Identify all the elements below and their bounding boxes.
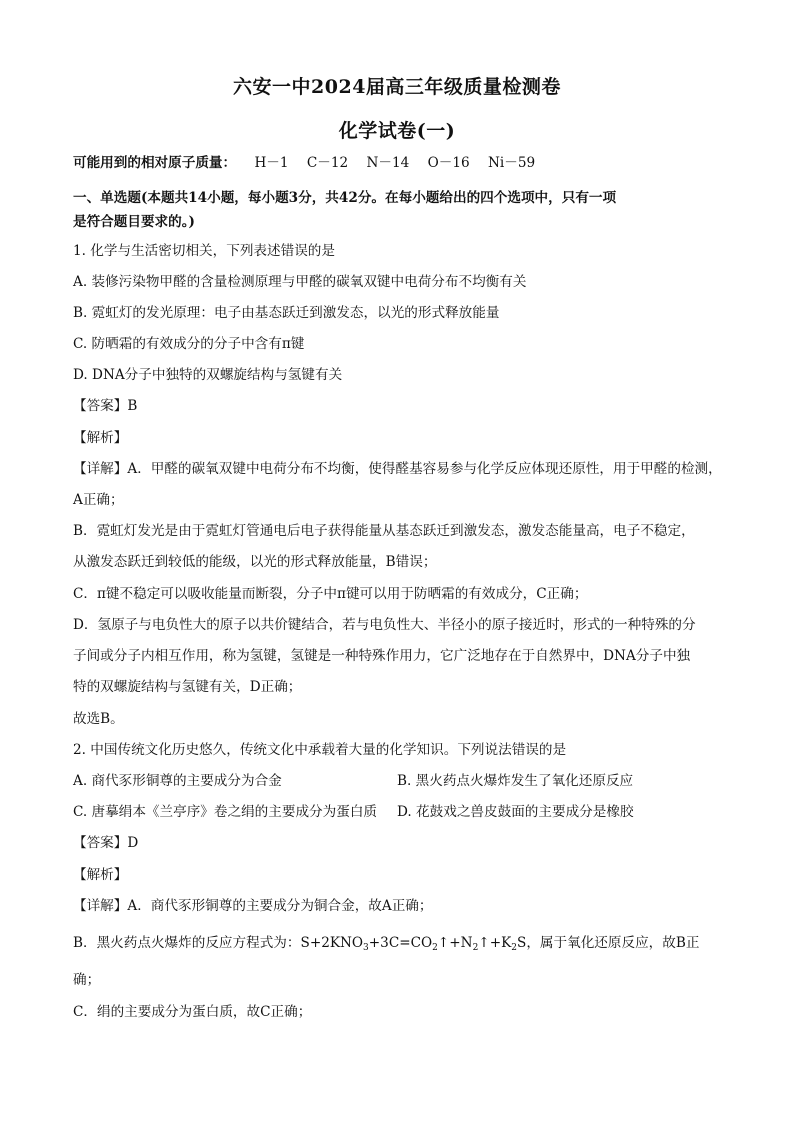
atomic-mass-o: O－16 (427, 155, 470, 171)
eq-subscript: 2 (511, 943, 517, 953)
eq-part: ↑+K (478, 935, 512, 951)
eq-part: ↑+N (437, 935, 473, 951)
q2-detail-4: C．绢的主要成分为蛋白质，故C正确； (73, 1004, 312, 1020)
q1-detail-2: A正确； (73, 492, 124, 508)
eq-subscript: 3 (363, 943, 369, 953)
q1-option-a: A. 装修污染物甲醛的含量检测原理与甲醛的碳氧双键中电荷分布不均衡有关 (73, 274, 527, 290)
q1-detail-3: B．霓虹灯发光是由于霓虹灯管通电后电子获得能量从基态跃迁到激发态，激发态能量高，电子不稳定， (73, 523, 695, 539)
atomic-mass-ni: Ni－59 (488, 155, 536, 171)
q2-detail-2 (73, 933, 733, 953)
q2-option-d: D. 花鼓戏之兽皮鼓面的主要成分是橡胶 (397, 804, 634, 820)
reaction-equation (301, 935, 527, 951)
atomic-mass-c: C－12 (306, 155, 349, 171)
q1-answer: 【答案】B (73, 398, 138, 414)
q1-analysis: 【解析】 (73, 430, 128, 446)
eq-part: S+2KNO (300, 935, 364, 951)
q2-analysis: 【解析】 (73, 867, 128, 883)
eq-subscript: 2 (472, 943, 479, 953)
section-heading-line2: 是符合题目要求的。) (73, 214, 195, 230)
q1-option-c: C. 防晒霜的有效成分的分子中含有π键 (73, 336, 305, 352)
q2-option-c: C. 唐摹绢本《兰亭序》卷之绢的主要成分为蛋白质 (73, 804, 378, 820)
eq-subscript: 2 (432, 943, 438, 953)
q2-options-row2 (73, 802, 733, 822)
q2-detail-3: 确； (73, 972, 101, 988)
q1-conclusion: 故选B。 (73, 711, 124, 727)
subject-title: 化学试卷(一) (338, 120, 456, 142)
q2-detail-2-prefix: B．黑火药点火爆炸的反应方程式为： (73, 935, 301, 951)
q2-options-row1 (73, 771, 733, 791)
atomic-masses-label: 可能用到的相对原子质量： (73, 155, 237, 171)
q1-stem: 1. 化学与生活密切相关，下列表述错误的是 (73, 243, 335, 259)
q1-detail-1: 【详解】A．甲醛的碳氧双键中电荷分布不均衡，使得醛基容易参与化学反应体现还原性，用于甲醛的检测， (73, 461, 722, 477)
atomic-mass-h: H－1 (254, 155, 289, 171)
q1-detail-6: D．氢原子与电负性大的原子以共价键结合，若与电负性大、半径小的原子接近时，形式的一种特殊的分 (73, 617, 696, 633)
eq-part: +3C=CO (368, 935, 433, 951)
school-title: 六安一中2024届高三年级质量检测卷 (233, 76, 561, 98)
q1-detail-8: 特的双螺旋结构与氢键有关，D正确； (73, 679, 302, 695)
q2-option-b: B. 黑火药点火爆炸发生了氧化还原反应 (397, 773, 634, 789)
eq-part: S (517, 935, 527, 951)
q2-detail-2-suffix: ，属于氧化还原反应，故B正 (526, 935, 700, 951)
q1-detail-4: 从激发态跃迁到较低的能级，以光的形式释放能量，B错误； (73, 554, 437, 570)
q1-option-b: B. 霓虹灯的发光原理：电子由基态跃迁到激发态，以光的形式释放能量 (73, 305, 500, 321)
q1-option-d: D. DNA分子中独特的双螺旋结构与氢键有关 (73, 367, 343, 383)
atomic-mass-n: N－14 (366, 155, 410, 171)
q2-stem: 2. 中国传统文化历史悠久，传统文化中承载着大量的化学知识。下列说法错误的是 (73, 742, 567, 758)
q1-detail-7: 子间或分子内相互作用，称为氢键，氢键是一种特殊作用力，它广泛地存在于自然界中，DNA分子中独 (73, 648, 691, 664)
q2-answer: 【答案】D (73, 835, 139, 851)
q2-option-a: A. 商代豕形铜尊的主要成分为合金 (73, 773, 282, 789)
q2-detail-1: 【详解】A．商代豕形铜尊的主要成分为铜合金，故A正确； (73, 898, 433, 914)
section-heading-line1: 一、单选题(本题共14小题，每小题3分，共42分。在每小题给出的四个选项中，只有一项 (73, 190, 617, 206)
q1-detail-5: C．π键不稳定可以吸收能量而断裂，分子中π键可以用于防晒霜的有效成分，C正确； (73, 586, 588, 602)
atomic-masses (73, 153, 733, 173)
